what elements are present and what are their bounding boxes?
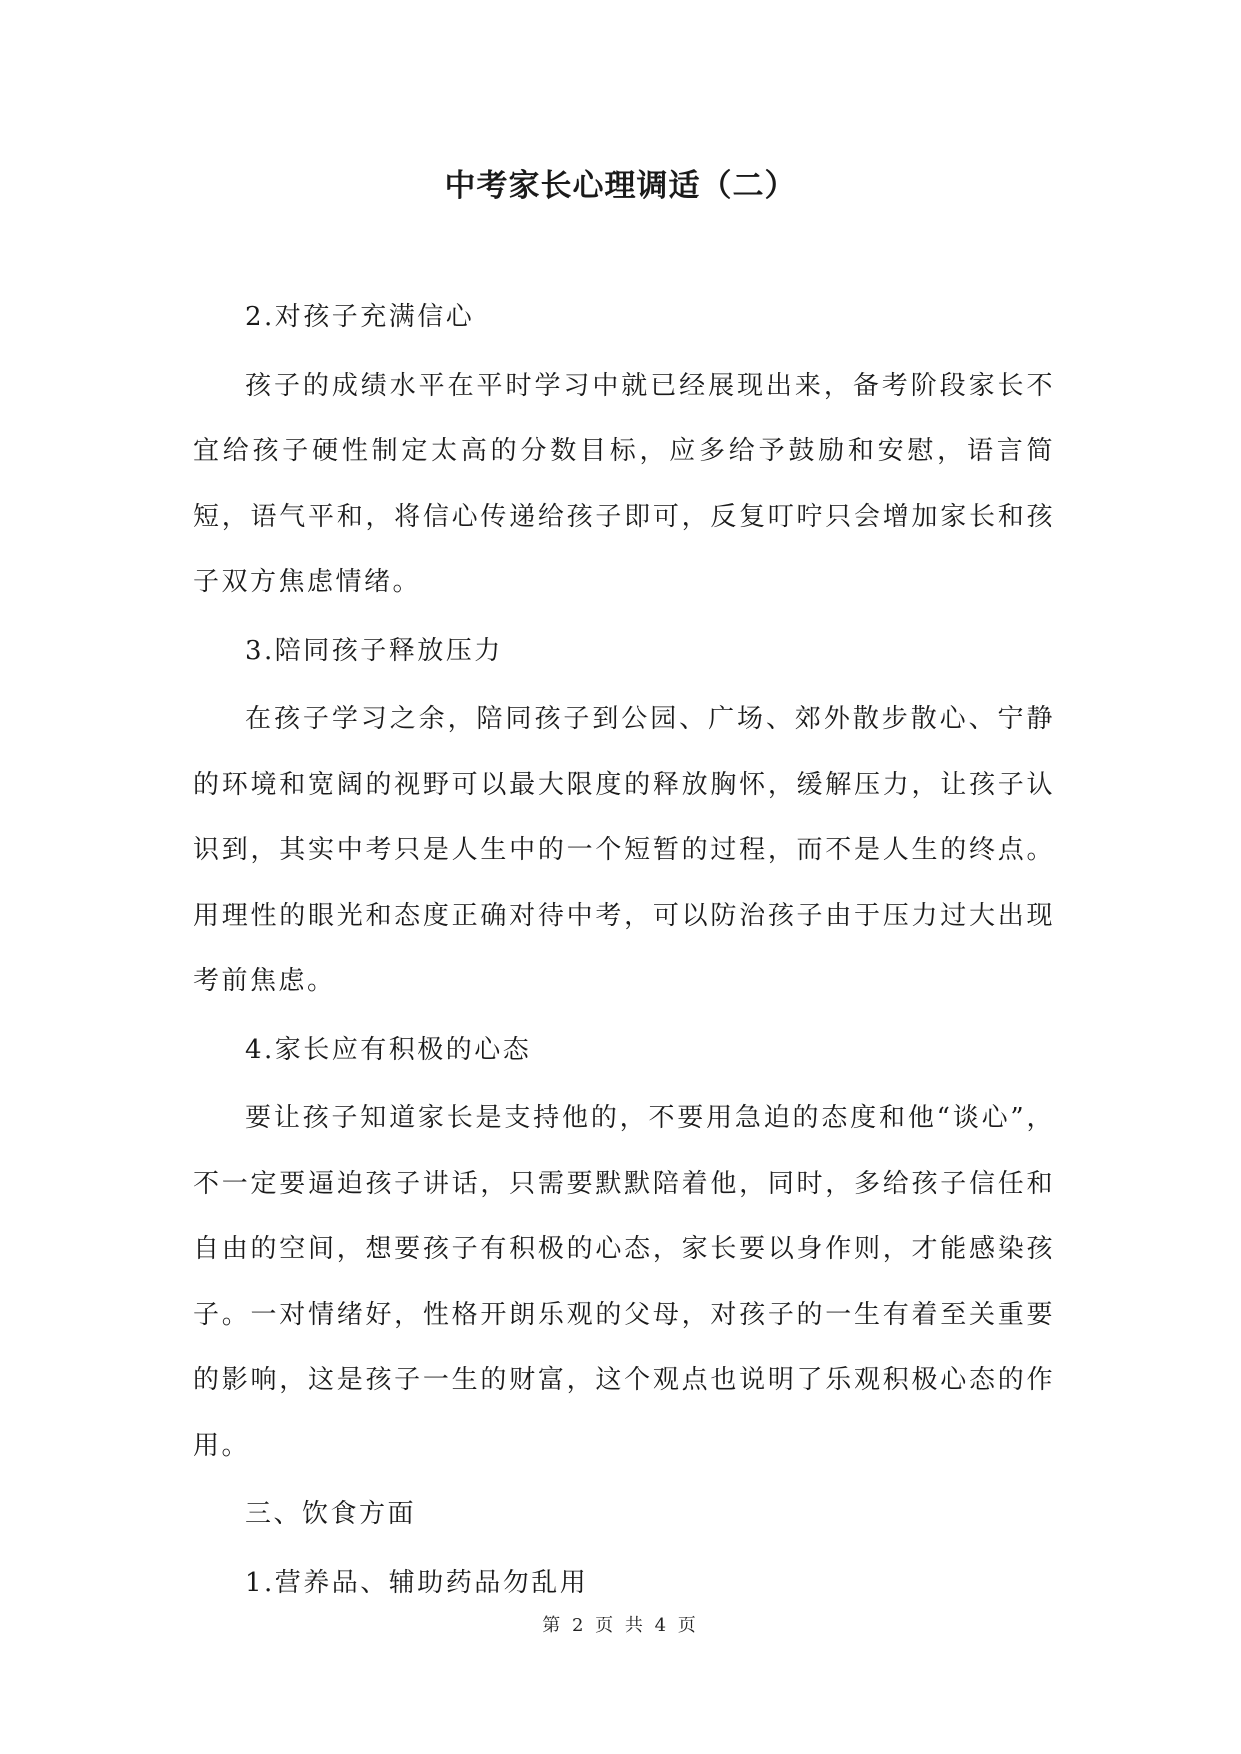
body-paragraph: 要让孩子知道家长是支持他的，不要用急迫的态度和他“谈心”，不一定要逼迫孩子讲话，只需要默默陪着他，同时，多给孩子信任和自由的空间，想要孩子有积极的心态，家长要以身作则，才能感染孩子。一对情绪好，性格开朗乐观的父母，对孩子的一生有着至关重要的影响，这是孩子一生的财富，这个观点也说明了乐观积极心态的作用。 <box>193 1103 1055 1461</box>
page-number-footer: 第 2 页 共 4 页 <box>542 1615 699 1636</box>
body-paragraph: 孩子的成绩水平在平时学习中就已经展现出来，备考阶段家长不宜给孩子硬性制定太高的分数目标，应多给予鼓励和安慰，语言简短，语气平和，将信心传递给孩子即可，反复叮咛只会增加家长和孩子双方焦虑情绪。 <box>193 370 1055 597</box>
page-title: 中考家长心理调适（二） <box>444 168 797 204</box>
section-heading: 4.家长应有积极的心态 <box>245 1034 532 1065</box>
section-heading: 1.营养品、辅助药品勿乱用 <box>245 1567 589 1598</box>
body-paragraph: 在孩子学习之余，陪同孩子到公园、广场、郊外散步散心、宁静的环境和宽阔的视野可以最大限度的释放胸怀，缓解压力，让孩子认识到，其实中考只是人生中的一个短暂的过程，而不是人生的终点。用理性的眼光和态度正确对待中考，可以防治孩子由于压力过大出现考前焦虑。 <box>193 704 1055 996</box>
section-heading: 三、饮食方面 <box>245 1499 417 1529</box>
section-heading: 2.对孩子充满信心 <box>245 302 475 332</box>
section-heading: 3.陪同孩子释放压力 <box>245 635 503 666</box>
document-body <box>193 285 1055 1619</box>
